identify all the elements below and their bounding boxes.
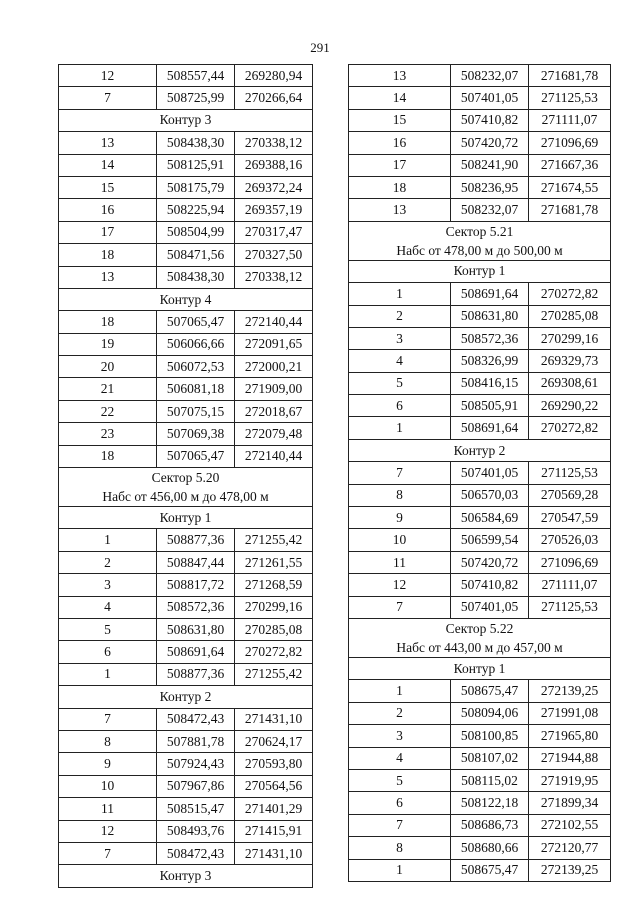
point-number-cell: 15 [59, 176, 157, 198]
x-coordinate-cell: 508686,73 [451, 814, 529, 836]
table-row [59, 132, 313, 154]
sector-title: Сектор 5.21 [445, 223, 514, 239]
y-coordinate-cell: 270547,59 [529, 507, 611, 529]
y-coordinate-cell: 272091,65 [235, 333, 313, 355]
contour-label: Контур 2 [59, 686, 313, 708]
table-row [349, 132, 611, 154]
sector-height-range: Набс от 456,00 м до 478,00 м [102, 489, 269, 505]
x-coordinate-cell: 508680,66 [451, 837, 529, 859]
point-number-cell: 17 [349, 154, 451, 176]
y-coordinate-cell: 272120,77 [529, 837, 611, 859]
point-number-cell: 18 [349, 176, 451, 198]
y-coordinate-cell: 271681,78 [529, 199, 611, 221]
contour-label: Контур 4 [59, 288, 313, 310]
table-row [349, 109, 611, 131]
y-coordinate-cell: 271667,36 [529, 154, 611, 176]
x-coordinate-cell: 508472,43 [157, 842, 235, 864]
x-coordinate-cell: 507420,72 [451, 551, 529, 573]
contour-header-row [59, 865, 313, 887]
contour-label: Контур 1 [349, 657, 611, 679]
table-row [59, 842, 313, 864]
point-number-cell: 5 [349, 769, 451, 791]
x-coordinate-cell: 508691,64 [157, 641, 235, 663]
x-coordinate-cell: 508847,44 [157, 551, 235, 573]
sector-title: Сектор 5.20 [151, 470, 220, 486]
table-row [59, 65, 313, 87]
y-coordinate-cell: 269388,16 [235, 154, 313, 176]
x-coordinate-cell: 506599,54 [451, 529, 529, 551]
table-row [349, 462, 611, 484]
point-number-cell: 13 [59, 132, 157, 154]
y-coordinate-cell: 271919,95 [529, 769, 611, 791]
x-coordinate-cell: 506072,53 [157, 356, 235, 378]
table-row [349, 87, 611, 109]
y-coordinate-cell: 269357,19 [235, 199, 313, 221]
x-coordinate-cell: 507075,15 [157, 400, 235, 422]
table-row [59, 663, 313, 685]
point-number-cell: 21 [59, 378, 157, 400]
table-row [349, 199, 611, 221]
x-coordinate-cell: 508877,36 [157, 663, 235, 685]
y-coordinate-cell: 271255,42 [235, 663, 313, 685]
y-coordinate-cell: 270272,82 [529, 283, 611, 305]
x-coordinate-cell: 507065,47 [157, 311, 235, 333]
table-row [349, 859, 611, 881]
y-coordinate-cell: 272139,25 [529, 859, 611, 881]
table-row [349, 551, 611, 573]
point-number-cell: 6 [349, 395, 451, 417]
y-coordinate-cell: 271125,53 [529, 87, 611, 109]
table-row [59, 820, 313, 842]
table-row [349, 702, 611, 724]
y-coordinate-cell: 271111,07 [529, 574, 611, 596]
table-row [59, 221, 313, 243]
point-number-cell: 12 [59, 65, 157, 87]
point-number-cell: 10 [349, 529, 451, 551]
x-coordinate-cell: 506066,66 [157, 333, 235, 355]
y-coordinate-cell: 272079,48 [235, 423, 313, 445]
table-row [59, 551, 313, 573]
point-number-cell: 7 [349, 462, 451, 484]
contour-label: Контур 1 [59, 507, 313, 529]
point-number-cell: 13 [59, 266, 157, 288]
x-coordinate-cell: 508572,36 [451, 327, 529, 349]
point-number-cell: 12 [59, 820, 157, 842]
point-number-cell: 13 [349, 65, 451, 87]
point-number-cell: 2 [349, 305, 451, 327]
x-coordinate-cell: 507401,05 [451, 596, 529, 618]
x-coordinate-cell: 508472,43 [157, 708, 235, 730]
table-row [59, 708, 313, 730]
sector-height-range: Набс от 443,00 м до 457,00 м [396, 639, 563, 655]
point-number-cell: 18 [59, 445, 157, 467]
point-number-cell: 16 [59, 199, 157, 221]
y-coordinate-cell: 270526,03 [529, 529, 611, 551]
x-coordinate-cell: 508631,80 [157, 618, 235, 640]
x-coordinate-cell: 508232,07 [451, 199, 529, 221]
table-row [349, 283, 611, 305]
table-row [349, 792, 611, 814]
table-row [349, 176, 611, 198]
x-coordinate-cell: 507967,86 [157, 775, 235, 797]
point-number-cell: 4 [59, 596, 157, 618]
y-coordinate-cell: 271255,42 [235, 529, 313, 551]
y-coordinate-cell: 269329,73 [529, 350, 611, 372]
contour-header-row [59, 288, 313, 310]
y-coordinate-cell: 272139,25 [529, 680, 611, 702]
y-coordinate-cell: 272140,44 [235, 445, 313, 467]
sector-label [59, 468, 313, 507]
point-number-cell: 4 [349, 747, 451, 769]
y-coordinate-cell: 271261,55 [235, 551, 313, 573]
point-number-cell: 2 [349, 702, 451, 724]
point-number-cell: 18 [59, 244, 157, 266]
x-coordinate-cell: 507410,82 [451, 574, 529, 596]
y-coordinate-cell: 270338,12 [235, 132, 313, 154]
x-coordinate-cell: 508877,36 [157, 529, 235, 551]
point-number-cell: 17 [59, 221, 157, 243]
y-coordinate-cell: 269308,61 [529, 372, 611, 394]
point-number-cell: 1 [349, 680, 451, 702]
x-coordinate-cell: 508675,47 [451, 680, 529, 702]
sector-label [349, 618, 611, 657]
table-row [59, 154, 313, 176]
table-row [349, 507, 611, 529]
point-number-cell: 23 [59, 423, 157, 445]
point-number-cell: 8 [349, 837, 451, 859]
contour-header-row [349, 260, 611, 282]
x-coordinate-cell: 508438,30 [157, 266, 235, 288]
table-row [59, 333, 313, 355]
x-coordinate-cell: 506570,03 [451, 484, 529, 506]
x-coordinate-cell: 506584,69 [451, 507, 529, 529]
y-coordinate-cell: 271125,53 [529, 462, 611, 484]
point-number-cell: 1 [59, 663, 157, 685]
x-coordinate-cell: 508107,02 [451, 747, 529, 769]
table-row [59, 529, 313, 551]
table-row [59, 618, 313, 640]
point-number-cell: 7 [349, 596, 451, 618]
x-coordinate-cell: 508691,64 [451, 417, 529, 439]
y-coordinate-cell: 272018,67 [235, 400, 313, 422]
y-coordinate-cell: 270285,08 [235, 618, 313, 640]
y-coordinate-cell: 270624,17 [235, 730, 313, 752]
point-number-cell: 14 [59, 154, 157, 176]
contour-header-row [349, 657, 611, 679]
table-row [349, 725, 611, 747]
table-row [349, 305, 611, 327]
table-row [59, 176, 313, 198]
point-number-cell: 11 [59, 798, 157, 820]
table-row [349, 596, 611, 618]
point-number-cell: 13 [349, 199, 451, 221]
x-coordinate-cell: 508438,30 [157, 132, 235, 154]
point-number-cell: 7 [59, 87, 157, 109]
x-coordinate-cell: 508675,47 [451, 859, 529, 881]
table-row [349, 65, 611, 87]
x-coordinate-cell: 508232,07 [451, 65, 529, 87]
y-coordinate-cell: 271111,07 [529, 109, 611, 131]
contour-header-row [59, 507, 313, 529]
table-row [349, 395, 611, 417]
y-coordinate-cell: 270593,80 [235, 753, 313, 775]
table-row [349, 154, 611, 176]
y-coordinate-cell: 270299,16 [235, 596, 313, 618]
x-coordinate-cell: 508241,90 [451, 154, 529, 176]
x-coordinate-cell: 508471,56 [157, 244, 235, 266]
point-number-cell: 9 [349, 507, 451, 529]
x-coordinate-cell: 507401,05 [451, 462, 529, 484]
table-row [59, 753, 313, 775]
x-coordinate-cell: 508505,91 [451, 395, 529, 417]
table-row [59, 775, 313, 797]
point-number-cell: 1 [349, 417, 451, 439]
point-number-cell: 2 [59, 551, 157, 573]
page-number: 291 [310, 40, 330, 55]
x-coordinate-cell: 507924,43 [157, 753, 235, 775]
x-coordinate-cell: 508326,99 [451, 350, 529, 372]
y-coordinate-cell: 270564,56 [235, 775, 313, 797]
x-coordinate-cell: 508225,94 [157, 199, 235, 221]
table-row [59, 641, 313, 663]
sector-header-row [349, 221, 611, 260]
point-number-cell: 3 [59, 574, 157, 596]
point-number-cell: 19 [59, 333, 157, 355]
y-coordinate-cell: 271401,29 [235, 798, 313, 820]
point-number-cell: 3 [349, 725, 451, 747]
y-coordinate-cell: 271431,10 [235, 842, 313, 864]
x-coordinate-cell: 508572,36 [157, 596, 235, 618]
x-coordinate-cell: 508125,91 [157, 154, 235, 176]
y-coordinate-cell: 270317,47 [235, 221, 313, 243]
table-row [59, 199, 313, 221]
x-coordinate-cell: 508725,99 [157, 87, 235, 109]
table-row [349, 769, 611, 791]
y-coordinate-cell: 269280,94 [235, 65, 313, 87]
y-coordinate-cell: 271125,53 [529, 596, 611, 618]
point-number-cell: 7 [349, 814, 451, 836]
y-coordinate-cell: 270266,64 [235, 87, 313, 109]
point-number-cell: 1 [349, 283, 451, 305]
y-coordinate-cell: 271268,59 [235, 574, 313, 596]
x-coordinate-cell: 507065,47 [157, 445, 235, 467]
point-number-cell: 4 [349, 350, 451, 372]
x-coordinate-cell: 506081,18 [157, 378, 235, 400]
table-row [349, 417, 611, 439]
table-row [59, 445, 313, 467]
table-row [349, 574, 611, 596]
point-number-cell: 16 [349, 132, 451, 154]
sector-label [349, 221, 611, 260]
coordinates-table-left [58, 64, 313, 888]
table-row [349, 484, 611, 506]
y-coordinate-cell: 271991,08 [529, 702, 611, 724]
y-coordinate-cell: 270569,28 [529, 484, 611, 506]
x-coordinate-cell: 507401,05 [451, 87, 529, 109]
contour-label: Контур 3 [59, 109, 313, 131]
point-number-cell: 8 [349, 484, 451, 506]
table-row [59, 798, 313, 820]
point-number-cell: 12 [349, 574, 451, 596]
x-coordinate-cell: 508691,64 [451, 283, 529, 305]
contour-label: Контур 3 [59, 865, 313, 887]
y-coordinate-cell: 271909,00 [235, 378, 313, 400]
y-coordinate-cell: 271681,78 [529, 65, 611, 87]
point-number-cell: 11 [349, 551, 451, 573]
sector-height-range: Набс от 478,00 м до 500,00 м [396, 242, 563, 258]
y-coordinate-cell: 270285,08 [529, 305, 611, 327]
x-coordinate-cell: 508236,95 [451, 176, 529, 198]
y-coordinate-cell: 271431,10 [235, 708, 313, 730]
y-coordinate-cell: 271415,91 [235, 820, 313, 842]
contour-header-row [59, 109, 313, 131]
point-number-cell: 1 [59, 529, 157, 551]
table-row [59, 266, 313, 288]
x-coordinate-cell: 507420,72 [451, 132, 529, 154]
contour-header-row [59, 686, 313, 708]
x-coordinate-cell: 508504,99 [157, 221, 235, 243]
x-coordinate-cell: 508631,80 [451, 305, 529, 327]
y-coordinate-cell: 270299,16 [529, 327, 611, 349]
table-row [59, 574, 313, 596]
table-row [349, 814, 611, 836]
sector-header-row [349, 618, 611, 657]
table-row [59, 423, 313, 445]
coordinates-table-right [348, 64, 611, 882]
y-coordinate-cell: 271944,88 [529, 747, 611, 769]
x-coordinate-cell: 508100,85 [451, 725, 529, 747]
table-row [349, 529, 611, 551]
x-coordinate-cell: 508515,47 [157, 798, 235, 820]
x-coordinate-cell: 507881,78 [157, 730, 235, 752]
table-row [349, 680, 611, 702]
x-coordinate-cell: 508493,76 [157, 820, 235, 842]
table-row [349, 350, 611, 372]
x-coordinate-cell: 507410,82 [451, 109, 529, 131]
point-number-cell: 14 [349, 87, 451, 109]
y-coordinate-cell: 270272,82 [235, 641, 313, 663]
contour-label: Контур 1 [349, 260, 611, 282]
point-number-cell: 9 [59, 753, 157, 775]
point-number-cell: 20 [59, 356, 157, 378]
table-row [59, 400, 313, 422]
y-coordinate-cell: 271965,80 [529, 725, 611, 747]
y-coordinate-cell: 271899,34 [529, 792, 611, 814]
table-row [349, 747, 611, 769]
y-coordinate-cell: 272140,44 [235, 311, 313, 333]
point-number-cell: 6 [59, 641, 157, 663]
point-number-cell: 6 [349, 792, 451, 814]
y-coordinate-cell: 270327,50 [235, 244, 313, 266]
contour-header-row [349, 439, 611, 461]
table-row [59, 311, 313, 333]
x-coordinate-cell: 508122,18 [451, 792, 529, 814]
point-number-cell: 1 [349, 859, 451, 881]
table-row [59, 87, 313, 109]
table-row [59, 596, 313, 618]
y-coordinate-cell: 270338,12 [235, 266, 313, 288]
point-number-cell: 7 [59, 842, 157, 864]
table-row [59, 356, 313, 378]
x-coordinate-cell: 508416,15 [451, 372, 529, 394]
table-row [59, 378, 313, 400]
y-coordinate-cell: 271096,69 [529, 132, 611, 154]
point-number-cell: 5 [349, 372, 451, 394]
x-coordinate-cell: 508557,44 [157, 65, 235, 87]
table-row [59, 244, 313, 266]
point-number-cell: 8 [59, 730, 157, 752]
x-coordinate-cell: 508115,02 [451, 769, 529, 791]
x-coordinate-cell: 508175,79 [157, 176, 235, 198]
contour-label: Контур 2 [349, 439, 611, 461]
point-number-cell: 22 [59, 400, 157, 422]
sector-header-row [59, 468, 313, 507]
x-coordinate-cell: 508817,72 [157, 574, 235, 596]
table-row [59, 730, 313, 752]
y-coordinate-cell: 272000,21 [235, 356, 313, 378]
y-coordinate-cell: 272102,55 [529, 814, 611, 836]
y-coordinate-cell: 270272,82 [529, 417, 611, 439]
point-number-cell: 10 [59, 775, 157, 797]
x-coordinate-cell: 508094,06 [451, 702, 529, 724]
point-number-cell: 5 [59, 618, 157, 640]
point-number-cell: 15 [349, 109, 451, 131]
point-number-cell: 3 [349, 327, 451, 349]
y-coordinate-cell: 269290,22 [529, 395, 611, 417]
x-coordinate-cell: 507069,38 [157, 423, 235, 445]
y-coordinate-cell: 269372,24 [235, 176, 313, 198]
y-coordinate-cell: 271674,55 [529, 176, 611, 198]
point-number-cell: 18 [59, 311, 157, 333]
y-coordinate-cell: 271096,69 [529, 551, 611, 573]
table-row [349, 327, 611, 349]
point-number-cell: 7 [59, 708, 157, 730]
table-row [349, 837, 611, 859]
table-row [349, 372, 611, 394]
sector-title: Сектор 5.22 [445, 620, 514, 636]
